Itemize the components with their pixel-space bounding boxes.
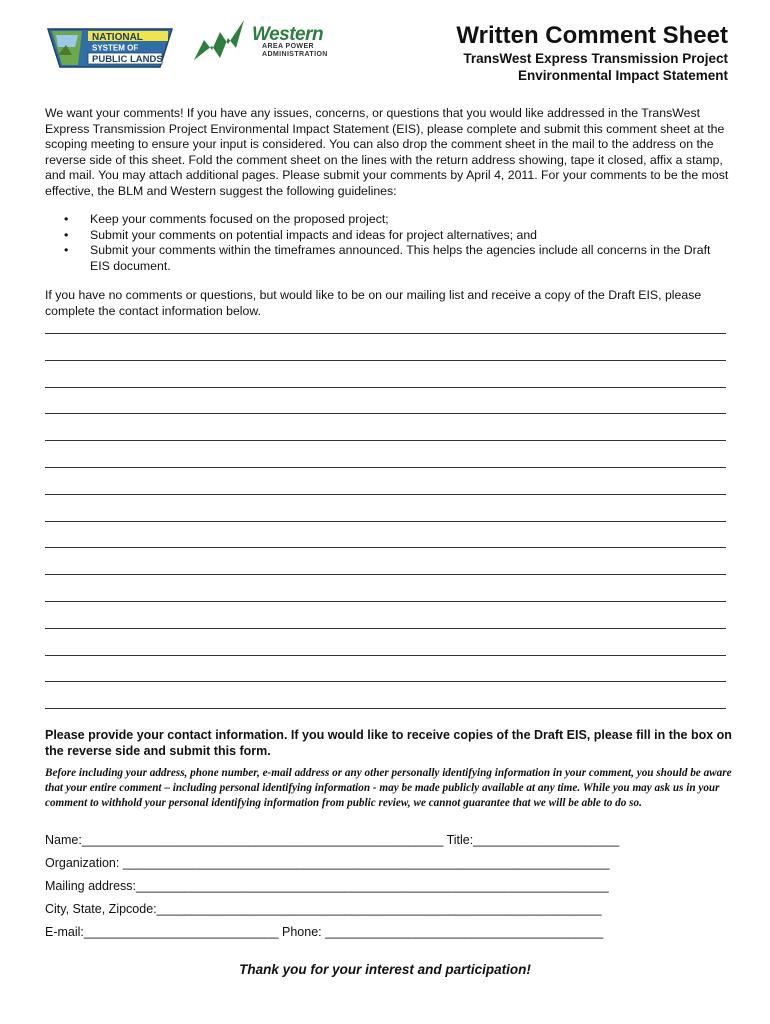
thank-you-note: Thank you for your interest and participation! [239,962,531,977]
comment-line[interactable] [45,413,726,414]
blm-logo-line3: PUBLIC LANDS [92,54,163,65]
comment-line[interactable] [45,387,726,388]
western-logo-name: Western [252,24,324,45]
comment-line[interactable] [45,467,726,468]
project-subtitle: TransWest Express Transmission Project [463,51,728,66]
comment-line[interactable] [45,521,726,522]
guideline-item: • Submit your comments on potential impacts and ideas for project alternatives; and [64,228,724,244]
contact-heading: Please provide your contact information. If you would like to receive copies of the Draft EIS, please fill in the box on the reverse side and submit this form. [45,728,732,758]
comment-line[interactable] [45,360,726,361]
comment-line[interactable] [45,574,726,575]
comment-line[interactable] [45,547,726,548]
guideline-item: • Keep your comments focused on the proposed project; [64,212,724,228]
page-title: Written Comment Sheet [456,22,728,49]
title-block [456,22,728,84]
comment-line[interactable] [45,494,726,495]
blm-national-system-logo [44,25,176,71]
comment-lines[interactable] [45,333,726,735]
intro-paragraph: We want your comments! If you have any issues, concerns, or questions that you would like addressed in the TransWest Express Transmission Project Environmental Impact Statement (EIS), please complete and submit this comment sheet at the scoping meeting to ensure your input is considered. You can also drop the comment sheet in the mail to the address on the reverse side of this sheet. Fold the comment sheet on the lines with the return address showing, tape it closed, affix a stamp, and mail. You may attach additional pages. Please submit your comments by April 4, 2011. For your comments to be the most effective, the BLM and Western suggest the following guidelines: [45,106,729,198]
name-title-field[interactable]: Name:____________________________________________________ Title:_____________________ [45,833,620,847]
guidelines-list [64,212,724,274]
western-area-power-logo [192,18,342,64]
mailing-list-note: If you have no comments or questions, but would like to be on our mailing list and receive a copy of the Draft EIS, please complete the contact information below. [45,288,702,318]
comment-line[interactable] [45,681,726,682]
guideline-item: • Submit your comments within the timeframes announced. This helps the agencies include all concerns in the Draft EIS document. [64,243,724,274]
city-state-zip-field[interactable]: City, State, Zipcode:________________________________________________________________ [45,902,602,916]
lightning-bolt-icon [192,18,248,64]
header [0,0,770,100]
western-logo-sub1: AREA POWER [262,43,314,50]
comment-line[interactable] [45,333,726,334]
privacy-notice: Before including your address, phone number, e-mail address or any other personally identifying information in your comment, you should be aware that your entire comment – including personal identifying information - may be made publicly available at any time. While you may ask us in your comment to withhold your personal identifying information from public review, we cannot guarantee that we will be able to do so. [45,767,732,809]
comment-line[interactable] [45,628,726,629]
blm-logo-line1: NATIONAL [92,32,143,43]
comment-line[interactable] [45,440,726,441]
comment-line[interactable] [45,601,726,602]
organization-field[interactable]: Organization: ______________________________________________________________________ [45,856,610,870]
eis-subtitle: Environmental Impact Statement [517,68,728,83]
western-logo-subtitle [262,43,328,59]
comment-line[interactable] [45,655,726,656]
comment-line[interactable] [45,708,726,709]
blm-logo-line2: SYSTEM OF [92,43,139,53]
email-phone-field[interactable]: E-mail:____________________________ Phone: ________________________________________ [45,925,604,939]
western-logo-sub2: ADMINISTRATION [262,51,328,58]
mailing-address-field[interactable]: Mailing address:____________________________________________________________________ [45,879,609,893]
